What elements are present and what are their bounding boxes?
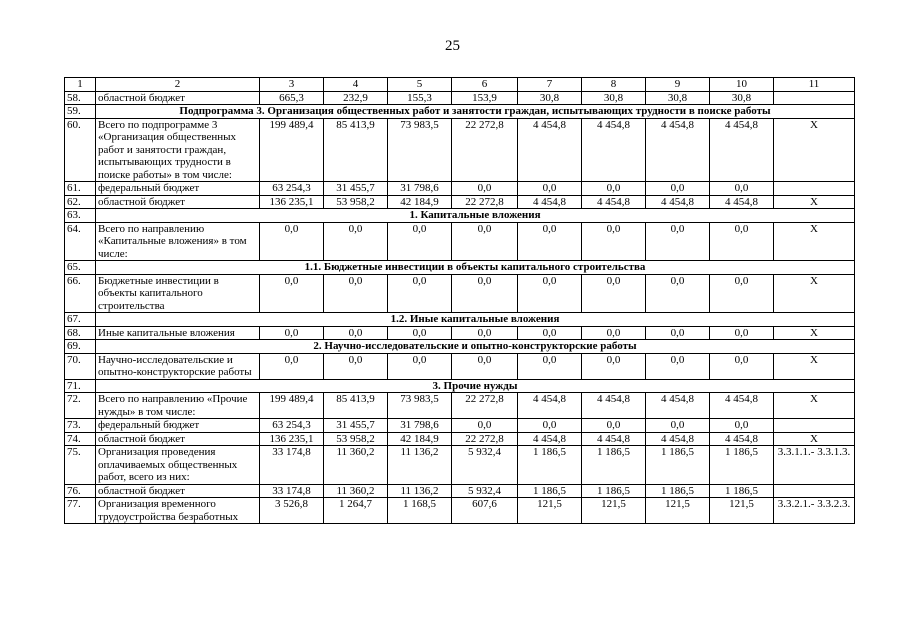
code-cell: X — [774, 118, 855, 182]
value-cell: 136 235,1 — [260, 432, 324, 446]
value-cell: 0,0 — [452, 326, 518, 340]
section-title: 2. Научно-исследовательские и опытно-конструкторские работы — [96, 340, 855, 354]
value-cell: 0,0 — [388, 326, 452, 340]
header-cell: 5 — [388, 78, 452, 92]
value-cell: 0,0 — [582, 353, 646, 379]
value-cell: 0,0 — [324, 326, 388, 340]
row-name: Всего по направлению «Прочие нужды» в том числе: — [96, 393, 260, 419]
row-name: Научно-исследовательские и опытно-конструкторские работы — [96, 353, 260, 379]
value-cell: 0,0 — [646, 182, 710, 196]
value-cell: 22 272,8 — [452, 118, 518, 182]
value-cell: 0,0 — [582, 222, 646, 261]
section-title: 1.2. Иные капитальные вложения — [96, 313, 855, 327]
value-cell: 153,9 — [452, 91, 518, 105]
value-cell: 0,0 — [260, 353, 324, 379]
value-cell: 4 454,8 — [646, 195, 710, 209]
header-cell: 10 — [710, 78, 774, 92]
value-cell: 0,0 — [518, 419, 582, 433]
value-cell: 4 454,8 — [646, 432, 710, 446]
value-cell: 0,0 — [324, 222, 388, 261]
code-cell: X — [774, 432, 855, 446]
value-cell: 121,5 — [582, 498, 646, 524]
value-cell: 31 798,6 — [388, 419, 452, 433]
value-cell: 0,0 — [324, 353, 388, 379]
value-cell: 232,9 — [324, 91, 388, 105]
value-cell: 4 454,8 — [582, 195, 646, 209]
value-cell: 0,0 — [646, 419, 710, 433]
value-cell: 31 455,7 — [324, 182, 388, 196]
value-cell: 42 184,9 — [388, 195, 452, 209]
value-cell: 11 136,2 — [388, 446, 452, 485]
value-cell: 0,0 — [646, 222, 710, 261]
value-cell: 0,0 — [518, 326, 582, 340]
section-row — [65, 379, 855, 393]
value-cell: 30,8 — [582, 91, 646, 105]
value-cell: 1 186,5 — [582, 446, 646, 485]
value-cell: 1 186,5 — [582, 484, 646, 498]
value-cell: 121,5 — [646, 498, 710, 524]
value-cell: 5 932,4 — [452, 484, 518, 498]
row-number: 74. — [65, 432, 96, 446]
row-number: 63. — [65, 209, 96, 223]
header-cell: 6 — [452, 78, 518, 92]
value-cell: 1 168,5 — [388, 498, 452, 524]
value-cell: 199 489,4 — [260, 393, 324, 419]
row-name: Всего по направлению «Капитальные вложения» в том числе: — [96, 222, 260, 261]
table-row — [65, 353, 855, 379]
row-number: 70. — [65, 353, 96, 379]
value-cell: 0,0 — [388, 222, 452, 261]
code-cell: 3.3.1.1.- 3.3.1.3. — [774, 446, 855, 485]
code-cell — [774, 182, 855, 196]
value-cell: 85 413,9 — [324, 118, 388, 182]
value-cell: 1 186,5 — [518, 484, 582, 498]
value-cell: 0,0 — [388, 274, 452, 313]
value-cell: 4 454,8 — [582, 432, 646, 446]
value-cell: 4 454,8 — [582, 393, 646, 419]
row-name: областной бюджет — [96, 91, 260, 105]
row-number: 61. — [65, 182, 96, 196]
value-cell: 4 454,8 — [518, 118, 582, 182]
table-row — [65, 182, 855, 196]
value-cell: 5 932,4 — [452, 446, 518, 485]
table-row — [65, 195, 855, 209]
value-cell: 0,0 — [518, 274, 582, 313]
value-cell: 3 526,8 — [260, 498, 324, 524]
section-row — [65, 209, 855, 223]
code-cell: 3.3.2.1.- 3.3.2.3. — [774, 498, 855, 524]
header-cell: 3 — [260, 78, 324, 92]
table-row — [65, 432, 855, 446]
value-cell: 53 958,2 — [324, 195, 388, 209]
row-number: 64. — [65, 222, 96, 261]
value-cell: 4 454,8 — [582, 118, 646, 182]
value-cell: 0,0 — [582, 419, 646, 433]
value-cell: 31 455,7 — [324, 419, 388, 433]
code-cell: X — [774, 274, 855, 313]
value-cell: 85 413,9 — [324, 393, 388, 419]
row-number: 62. — [65, 195, 96, 209]
value-cell: 0,0 — [646, 326, 710, 340]
section-row — [65, 105, 855, 119]
section-title: 1.1. Бюджетные инвестиции в объекты капитального строительства — [96, 261, 855, 275]
value-cell: 0,0 — [518, 222, 582, 261]
value-cell: 0,0 — [452, 353, 518, 379]
row-name: Иные капитальные вложения — [96, 326, 260, 340]
row-number: 69. — [65, 340, 96, 354]
value-cell: 0,0 — [388, 353, 452, 379]
value-cell: 4 454,8 — [710, 118, 774, 182]
value-cell: 1 264,7 — [324, 498, 388, 524]
value-cell: 30,8 — [710, 91, 774, 105]
value-cell: 63 254,3 — [260, 182, 324, 196]
value-cell: 155,3 — [388, 91, 452, 105]
value-cell: 73 983,5 — [388, 393, 452, 419]
value-cell: 121,5 — [710, 498, 774, 524]
row-number: 76. — [65, 484, 96, 498]
row-name: Бюджетные инвестиции в объекты капитального строительства — [96, 274, 260, 313]
row-number: 67. — [65, 313, 96, 327]
section-title: 3. Прочие нужды — [96, 379, 855, 393]
value-cell: 31 798,6 — [388, 182, 452, 196]
code-cell — [774, 419, 855, 433]
row-name: областной бюджет — [96, 432, 260, 446]
header-cell: 9 — [646, 78, 710, 92]
table-row — [65, 326, 855, 340]
value-cell: 4 454,8 — [518, 432, 582, 446]
value-cell: 0,0 — [582, 326, 646, 340]
code-cell: X — [774, 393, 855, 419]
row-name: федеральный бюджет — [96, 182, 260, 196]
value-cell: 0,0 — [582, 274, 646, 313]
row-number: 58. — [65, 91, 96, 105]
row-name: областной бюджет — [96, 484, 260, 498]
value-cell: 199 489,4 — [260, 118, 324, 182]
value-cell: 73 983,5 — [388, 118, 452, 182]
code-cell: X — [774, 326, 855, 340]
table-row — [65, 498, 855, 524]
page-number: 25 — [445, 38, 460, 54]
value-cell: 0,0 — [646, 353, 710, 379]
table-row — [65, 91, 855, 105]
code-cell: X — [774, 353, 855, 379]
section-title: Подпрограмма 3. Организация общественных работ и занятости граждан, испытывающих трудности в поиске работы — [96, 105, 855, 119]
table-row — [65, 118, 855, 182]
value-cell: 4 454,8 — [710, 432, 774, 446]
value-cell: 0,0 — [260, 274, 324, 313]
header-cell: 8 — [582, 78, 646, 92]
value-cell: 11 360,2 — [324, 484, 388, 498]
value-cell: 0,0 — [710, 182, 774, 196]
value-cell: 607,6 — [452, 498, 518, 524]
value-cell: 53 958,2 — [324, 432, 388, 446]
row-number: 68. — [65, 326, 96, 340]
table-row — [65, 222, 855, 261]
header-cell: 11 — [774, 78, 855, 92]
code-cell: X — [774, 195, 855, 209]
row-number: 65. — [65, 261, 96, 275]
value-cell: 30,8 — [518, 91, 582, 105]
value-cell: 0,0 — [710, 419, 774, 433]
section-row — [65, 340, 855, 354]
code-cell — [774, 91, 855, 105]
header-cell: 1 — [65, 78, 96, 92]
value-cell: 1 186,5 — [518, 446, 582, 485]
value-cell: 33 174,8 — [260, 446, 324, 485]
row-number: 72. — [65, 393, 96, 419]
row-name: федеральный бюджет — [96, 419, 260, 433]
table-header-row — [65, 78, 855, 92]
table-row — [65, 446, 855, 485]
section-title: 1. Капитальные вложения — [96, 209, 855, 223]
row-name: Всего по подпрограмме 3 «Организация общественных работ и занятости граждан, испытывающих трудности в поиске работы» в том числе: — [96, 118, 260, 182]
value-cell: 4 454,8 — [646, 118, 710, 182]
value-cell: 0,0 — [260, 222, 324, 261]
section-row — [65, 261, 855, 275]
header-cell: 2 — [96, 78, 260, 92]
value-cell: 0,0 — [710, 274, 774, 313]
value-cell: 0,0 — [582, 182, 646, 196]
value-cell: 4 454,8 — [518, 393, 582, 419]
value-cell: 11 360,2 — [324, 446, 388, 485]
row-number: 59. — [65, 105, 96, 119]
table-row — [65, 484, 855, 498]
value-cell: 63 254,3 — [260, 419, 324, 433]
row-number: 77. — [65, 498, 96, 524]
value-cell: 1 186,5 — [710, 446, 774, 485]
value-cell: 0,0 — [452, 419, 518, 433]
value-cell: 0,0 — [710, 353, 774, 379]
section-row — [65, 313, 855, 327]
value-cell: 1 186,5 — [646, 446, 710, 485]
value-cell: 0,0 — [710, 326, 774, 340]
value-cell: 22 272,8 — [452, 432, 518, 446]
value-cell: 0,0 — [518, 353, 582, 379]
value-cell: 4 454,8 — [646, 393, 710, 419]
code-cell — [774, 484, 855, 498]
value-cell: 0,0 — [646, 274, 710, 313]
row-number: 75. — [65, 446, 96, 485]
value-cell: 0,0 — [452, 182, 518, 196]
row-number: 73. — [65, 419, 96, 433]
row-number: 60. — [65, 118, 96, 182]
value-cell: 4 454,8 — [518, 195, 582, 209]
value-cell: 1 186,5 — [646, 484, 710, 498]
table-row — [65, 274, 855, 313]
budget-table — [64, 77, 855, 524]
row-number: 71. — [65, 379, 96, 393]
row-name: Организация проведения оплачиваемых общественных работ, всего из них: — [96, 446, 260, 485]
value-cell: 4 454,8 — [710, 195, 774, 209]
value-cell: 42 184,9 — [388, 432, 452, 446]
value-cell: 22 272,8 — [452, 393, 518, 419]
value-cell: 11 136,2 — [388, 484, 452, 498]
value-cell: 665,3 — [260, 91, 324, 105]
table-row — [65, 393, 855, 419]
value-cell: 30,8 — [646, 91, 710, 105]
table-row — [65, 419, 855, 433]
value-cell: 0,0 — [324, 274, 388, 313]
header-cell: 7 — [518, 78, 582, 92]
value-cell: 121,5 — [518, 498, 582, 524]
row-number: 66. — [65, 274, 96, 313]
code-cell: X — [774, 222, 855, 261]
value-cell: 0,0 — [452, 274, 518, 313]
value-cell: 0,0 — [518, 182, 582, 196]
value-cell: 1 186,5 — [710, 484, 774, 498]
row-name: областной бюджет — [96, 195, 260, 209]
value-cell: 0,0 — [452, 222, 518, 261]
value-cell: 136 235,1 — [260, 195, 324, 209]
value-cell: 4 454,8 — [710, 393, 774, 419]
row-name: Организация временного трудоустройства безработных — [96, 498, 260, 524]
value-cell: 0,0 — [710, 222, 774, 261]
header-cell: 4 — [324, 78, 388, 92]
value-cell: 22 272,8 — [452, 195, 518, 209]
value-cell: 33 174,8 — [260, 484, 324, 498]
value-cell: 0,0 — [260, 326, 324, 340]
